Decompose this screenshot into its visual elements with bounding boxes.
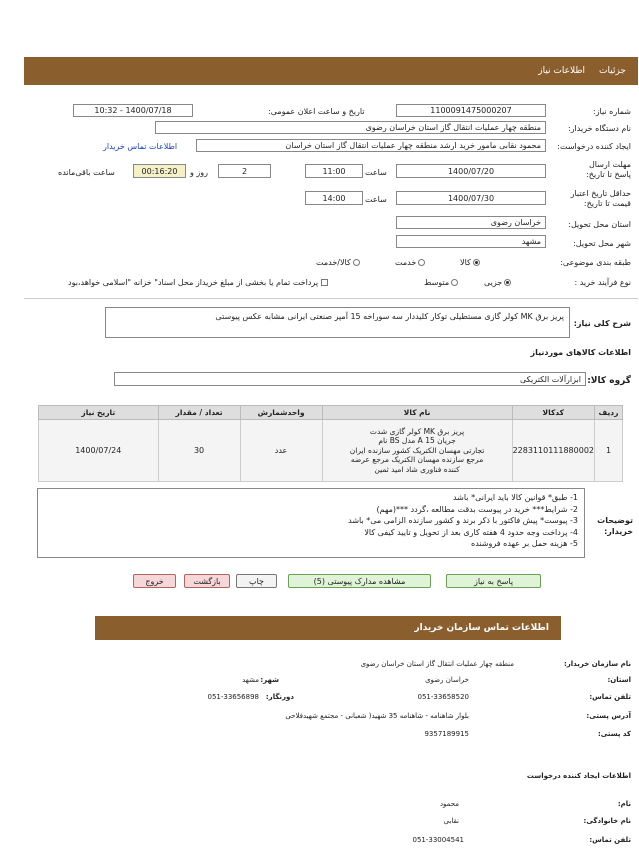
group-field: ابزارآلات الکتریکی: [114, 372, 586, 386]
col-row: ردیف: [595, 406, 623, 420]
province-label: استان محل تحویل:: [568, 220, 631, 229]
creator-info-title: اطلاعات ایجاد کننده درخواست: [526, 772, 631, 780]
send-hour-field: 11:00: [305, 164, 363, 178]
category-both-radio[interactable]: کالا/خدمت: [316, 258, 360, 267]
tel-label: تلفن تماس:: [589, 693, 631, 701]
ctel-label: تلفن تماس:: [589, 836, 631, 844]
cell-code: 2283110111880002: [512, 420, 594, 482]
category-goods-radio[interactable]: کالا: [460, 258, 480, 267]
need-no-field: 1100091475000207: [396, 104, 546, 117]
org-label: نام سازمان خریدار:: [563, 660, 631, 668]
cell-row-no: 1: [595, 420, 623, 482]
radio-icon: [353, 259, 360, 266]
org-value: منطقه چهار عملیات انتقال گاز استان خراسان رضوی: [360, 660, 514, 668]
reply-button[interactable]: پاسخ به نیاز: [446, 574, 541, 588]
buyer-field: منطقه چهار عملیات انتقال گاز استان خراسان رضوی: [155, 121, 546, 134]
category-label: طبقه بندی موضوعی:: [560, 258, 631, 267]
col-date: تاریخ نیاز: [39, 406, 159, 420]
buyer-notes-box: 1- طبق* قوانین کالا باید ایرانی* باشد 2- شرایط*** خرید در پیوست بدقت مطالعه ،گردد ***(مهم) 3- پیوست* پیش فاکتور با ذکر برند و کشور سازنده الزامی می* باشد 4- پرداخت وجه حدود 4 هفته کاری بعد از تحویل و تایید کیفی کالا 5- هزینه حمل بر عهده فروشنده: [37, 488, 585, 558]
goods-table: [38, 405, 623, 482]
send-date-field: 1400/07/20: [396, 164, 546, 178]
days-label: روز و: [190, 168, 208, 177]
send-hour-label: ساعت: [365, 168, 387, 177]
col-qty: تعداد / مقدار: [158, 406, 240, 420]
validity-date-field: 1400/07/30: [396, 191, 546, 205]
process-label: نوع فرآیند خرید :: [574, 278, 631, 287]
creator-field: محمود نقابی مامور خرید ارشد منطقه چهار عملیات انتقال گاز استان خراسان: [196, 139, 546, 152]
need-no-label: شماره نیاز:: [593, 107, 631, 116]
announce-label: تاریخ و ساعت اعلان عمومی:: [268, 107, 365, 116]
col-code: کدکالا: [512, 406, 594, 420]
contact-header: اطلاعات تماس سازمان خریدار: [95, 616, 561, 640]
addr-label: آدرس پستی:: [586, 712, 631, 720]
days-field: 2: [218, 164, 271, 178]
post-label: کد پستی:: [597, 730, 631, 738]
name-label: نام:: [617, 800, 631, 808]
family-value: نقابی: [443, 817, 459, 825]
goods-info-title: اطلاعات کالاهای موردنیاز: [530, 348, 631, 357]
buyer-label: نام دستگاه خریدار:: [568, 124, 631, 133]
cell-qty: 30: [158, 420, 240, 482]
radio-icon: [451, 279, 458, 286]
city-contact-value: مشهد: [242, 676, 259, 684]
print-button[interactable]: چاپ: [236, 574, 277, 588]
name-value: محمود: [439, 800, 459, 808]
group-label: گروه کالا:: [587, 376, 631, 386]
top-header-bar: [24, 57, 638, 85]
remaining-time-field: 00:16:20: [133, 164, 186, 178]
need-info-link[interactable]: اطلاعات نیاز: [538, 66, 586, 76]
col-unit: واحدشمارش: [240, 406, 322, 420]
table-row: [39, 420, 623, 482]
back-button[interactable]: بازگشت: [184, 574, 230, 588]
validity-label: حداقل تاریخ اعتبار قیمت تا تاریخ:: [570, 189, 631, 208]
prov-label: استان:: [607, 676, 631, 684]
city-label: شهر محل تحویل:: [573, 239, 631, 248]
city-contact-label: شهر:: [260, 676, 279, 684]
prov-value: خراسان رضوی: [425, 676, 469, 684]
validity-hour-field: 14:00: [305, 191, 363, 205]
radio-icon: [418, 259, 425, 266]
process-minor-radio[interactable]: جزیی: [484, 278, 511, 287]
treasury-payment-checkbox[interactable]: پرداخت تمام یا بخشی از مبلغ خریداز محل اسناد" خزانه "اسلامی خواهد،بود: [68, 278, 328, 287]
validity-hour-label: ساعت: [365, 195, 387, 204]
col-name: نام کالا: [322, 406, 512, 420]
buyer-notes-label: توضیحات خریدار:: [597, 516, 633, 536]
city-field: مشهد: [396, 235, 546, 248]
summary-label: شرح کلی نیاز:: [573, 319, 631, 328]
ctel-value: 051-33004541: [412, 836, 464, 844]
fax-label: دورنگار:: [265, 693, 294, 701]
province-field: خراسان رضوی: [396, 216, 546, 229]
cell-unit: عدد: [240, 420, 322, 482]
process-medium-radio[interactable]: متوسط: [424, 278, 458, 287]
fax-value: 051-33656898: [207, 693, 259, 701]
buyer-contact-link[interactable]: اطلاعات تماس خریدار: [103, 142, 178, 151]
send-deadline-label: مهلت ارسال پاسخ تا تاریخ:: [586, 160, 631, 179]
summary-field: پریز برق MK کولر گازی مستطیلی توکار کلیددار سه سوراخه 15 آمپر صنعتی ایرانی مشابه عکس پیوستی: [105, 307, 570, 338]
tel-value: 051-33658520: [417, 693, 469, 701]
cell-date: 1400/07/24: [39, 420, 159, 482]
details-link[interactable]: جزئیات: [599, 66, 626, 76]
checkbox-icon: [321, 279, 328, 286]
attachments-button[interactable]: مشاهده مدارک پیوستی (5): [288, 574, 431, 588]
exit-button[interactable]: خروج: [133, 574, 176, 588]
creator-label: ایجاد کننده درخواست:: [557, 142, 631, 151]
announce-field: 1400/07/18 - 10:32: [73, 104, 193, 117]
radio-selected-icon: [473, 259, 480, 266]
addr-value: بلوار شاهنامه - شاهنامه 35 شهید( شعبانی - مجتمع شهیدفلاحی: [285, 712, 469, 720]
family-label: نام خانوادگی:: [583, 817, 631, 825]
post-value: 9357189915: [424, 730, 469, 738]
category-service-radio[interactable]: خدمت: [395, 258, 425, 267]
cell-name: پریز برق MK کولر گازی شدت جریان 15 A مدل BS نام تجارتی مهسان الکتریک کشور سازنده ایران مرجع سازنده مهسان الکتریک مرجع عرضه کننده فناوری شاد امید ثمین: [322, 420, 512, 482]
radio-selected-icon: [504, 279, 511, 286]
hours-left-label: ساعت باقی‌مانده: [58, 168, 115, 177]
